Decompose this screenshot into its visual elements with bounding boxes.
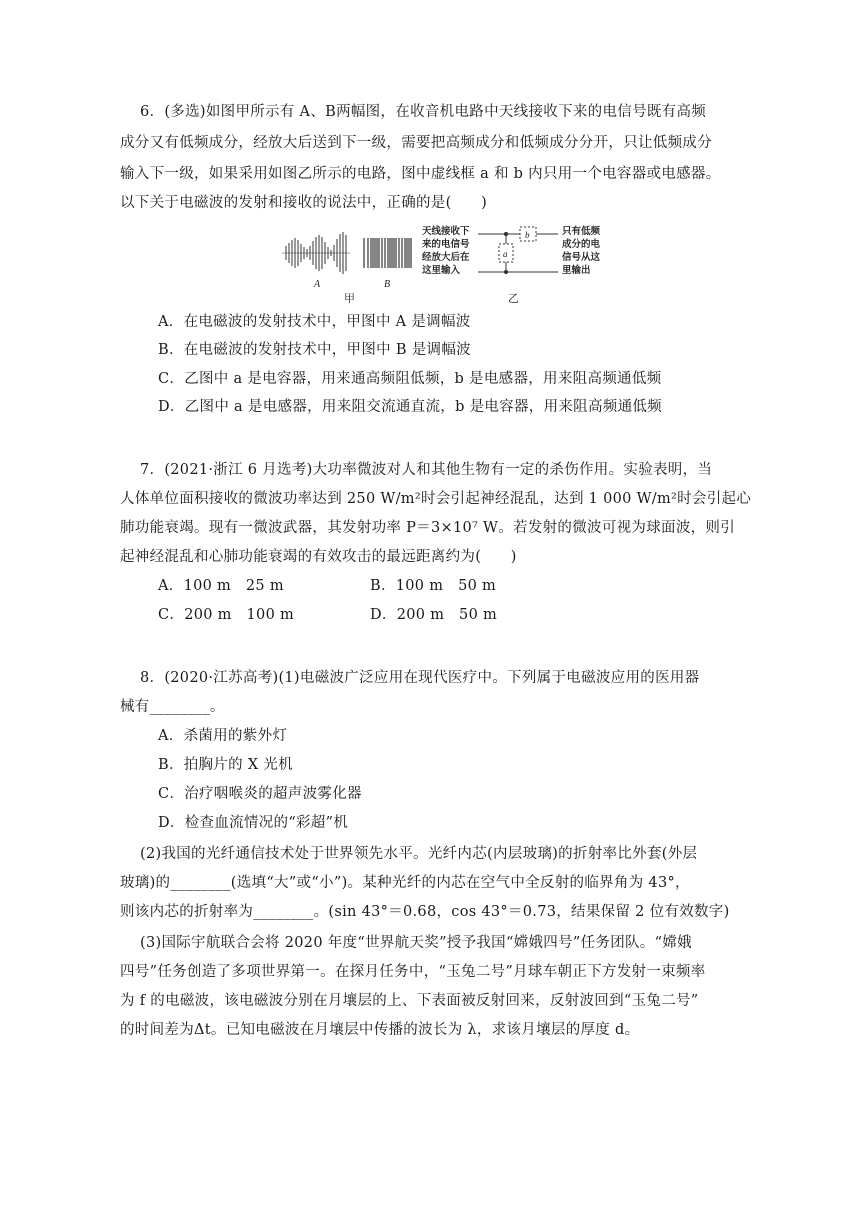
output-text-1: 只有低频 (562, 226, 601, 237)
input-text-2: 来的电信号 (422, 239, 470, 250)
input-text-4: 这里输入 (422, 265, 461, 276)
q7-line-1: 7．(2021·浙江 6 月选考)大功率微波对人和其他生物有一定的杀伤作用。实验表明，当 (140, 462, 713, 478)
input-text-3: 经放大后在 (422, 252, 470, 263)
q7-line-4: 起神经混乱和心肺功能衰竭的有效攻击的最远距离约为( ) (120, 549, 517, 565)
input-text-1: 天线接收下 (422, 226, 470, 237)
q6-line-3: 输入下一级，如果采用如图乙所示的电路，图中虚线框 a 和 b 内只用一个电容器或电感器。 (120, 166, 721, 182)
wave-a-label: A (314, 279, 321, 290)
q8-option-d: D．检查血流情况的“彩超”机 (158, 815, 349, 831)
q8-part3-line-1: (3)国际宇航联合会将 2020 年度“世界航天奖”授予我国“嫦娥四号”任务团队。“嫦娥 (140, 935, 692, 951)
q8-part3-line-4: 的时间差为Δt。已知电磁波在月壤层中传播的波长为 λ，求该月壤层的厚度 d。 (120, 1022, 640, 1038)
wave-b-graphic (364, 238, 411, 268)
circuit-graphic (478, 227, 558, 274)
q6-option-d: D．乙图中 a 是电感器，用来阻交流通直流，b 是电容器，用来阻高频通低频 (158, 399, 662, 415)
q8-part2-line-3: 则该内芯的折射率为________。(sin 43°＝0.68，cos 43°＝0.73，结果保留 2 位有效数字) (120, 904, 730, 920)
q6-option-a: A．在电磁波的发射技术中，甲图中 A 是调幅波 (158, 314, 471, 330)
wave-a-graphic (282, 232, 350, 274)
figure-caption-yi: 乙 (508, 292, 519, 304)
q8-option-a: A．杀菌用的紫外灯 (158, 728, 288, 744)
q6-line-4: 以下关于电磁波的发射和接收的说法中，正确的是( ) (120, 195, 488, 211)
q8-part2-line-1: (2)我国的光纤通信技术处于世界领先水平。光纤内芯(内层玻璃)的折射率比外套(外层 (140, 846, 698, 862)
q6-line-1: 6．(多选)如图甲所示有 A、B两幅图，在收音机电路中天线接收下来的电信号既有高频 (140, 104, 707, 120)
q8-line-2: 械有________。 (120, 699, 225, 715)
output-text-4: 里输出 (562, 265, 591, 276)
figure-caption-jia: 甲 (344, 292, 355, 304)
q6-figure-svg (282, 218, 622, 304)
q6-option-b: B．在电磁波的发射技术中，甲图中 B 是调幅波 (158, 342, 471, 358)
q8-part3-line-2: 四号”任务创造了多项世界第一。在探月任务中，“玉兔二号”月球车朝正下方发射一束频率 (120, 964, 706, 980)
q6-figure (282, 218, 622, 308)
q7-option-c: C．200 m 100 m (158, 607, 295, 623)
q8-line-1: 8．(2020·江苏高考)(1)电磁波广泛应用在现代医疗中。下列属于电磁波应用的医用器 (140, 670, 700, 686)
q8-option-c: C．治疗咽喉炎的超声波雾化器 (158, 786, 362, 802)
wave-b-label: B (384, 279, 391, 290)
output-text-2: 成分的电 (562, 239, 601, 250)
q8-part2-line-2: 玻璃)的________(选填“大”或“小”)。某种光纤的内芯在空气中全反射的临界角为 43°， (120, 875, 690, 891)
q7-line-3: 肺功能衰竭。现有一微波武器，其发射功率 P＝3×10⁷ W。若发射的微波可视为球面波，则引 (120, 520, 736, 536)
q6-line-2: 成分又有低频成分，经放大后送到下一级，需要把高频成分和低频成分分开，只让低频成分 (120, 135, 712, 151)
q7-option-a: A．100 m 25 m (158, 578, 284, 594)
q6-option-c: C．乙图中 a 是电容器，用来通高频阻低频，b 是电感器，用来阻高频通低频 (158, 371, 662, 387)
q7-option-d: D．200 m 50 m (370, 607, 498, 623)
box-b-label: b (525, 230, 530, 240)
box-a-label: a (503, 249, 508, 259)
q8-part3-line-3: 为 f 的电磁波，该电磁波分别在月壤层的上、下表面被反射回来，反射波回到“玉兔二号” (120, 993, 699, 1009)
q8-option-b: B．拍胸片的 X 光机 (158, 757, 293, 773)
q7-option-b: B．100 m 50 m (370, 578, 497, 594)
q7-line-2: 人体单位面积接收的微波功率达到 250 W/m²时会引起神经混乱，达到 1 000 W/m²时会引起心 (120, 491, 752, 507)
output-text-3: 信号从这 (562, 252, 601, 263)
